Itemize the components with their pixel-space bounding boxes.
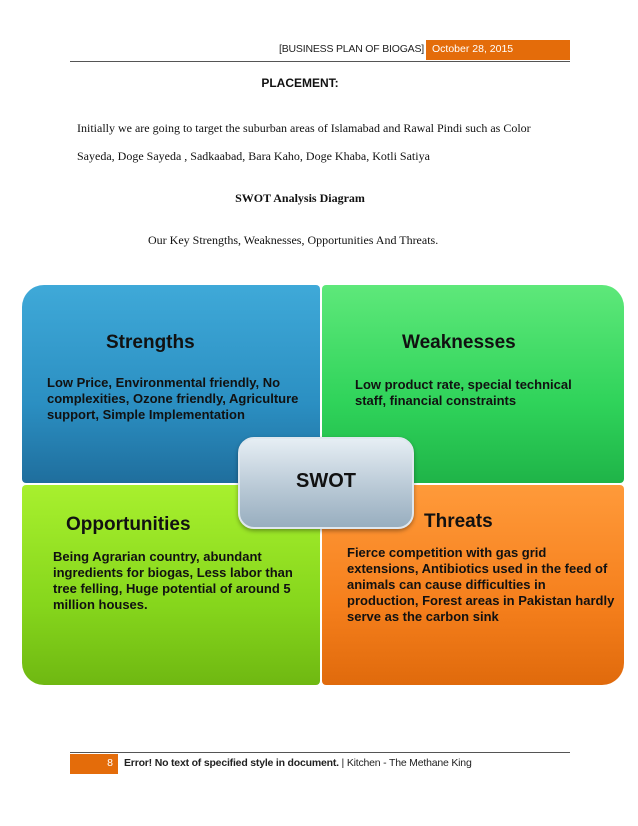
- footer-text: [124, 757, 472, 769]
- section-heading: PLACEMENT:: [261, 76, 339, 90]
- opportunities-title: Opportunities: [66, 514, 191, 535]
- body-paragraph-line-2: Sayeda, Doge Sayeda , Sadkaabad, Bara Kaho, Doge Khaba, Kotli Satiya: [77, 149, 430, 163]
- page-header: [70, 40, 570, 62]
- diagram-caption: Our Key Strengths, Weaknesses, Opportunities And Threats.: [148, 233, 439, 247]
- header-divider: [70, 61, 570, 62]
- strengths-text: Low Price, Environmental friendly, No complexities, Ozone friendly, Agriculture support, Simple Implementation: [47, 375, 299, 422]
- header-date: October 28, 2015: [426, 40, 570, 60]
- footer-error-text: Error! No text of specified style in document.: [124, 757, 339, 769]
- opportunities-text: Being Agrarian country, abundant ingredients for biogas, Less labor than tree felling, Huge potential of around 5 million houses.: [53, 549, 293, 612]
- footer-divider: [70, 752, 570, 753]
- footer-separator: |: [338, 757, 347, 769]
- diagram-title: SWOT Analysis Diagram: [235, 191, 365, 205]
- swot-diagram: [22, 285, 624, 685]
- threats-title: Threats: [424, 511, 493, 532]
- document-title: [BUSINESS PLAN OF BIOGAS]: [279, 43, 424, 55]
- swot-center-box: [238, 437, 414, 529]
- strengths-title: Strengths: [106, 332, 195, 353]
- threats-text: Fierce competition with gas grid extensions, Antibiotics used in the feed of animals can cause difficulties in production, Forest areas in Pakistan hardly serve as the carbon sink: [347, 545, 615, 624]
- body-paragraph-line-1: Initially we are going to target the suburban areas of Islamabad and Rawal Pindi such as Color: [77, 121, 531, 135]
- page-number: 8: [70, 754, 118, 774]
- footer-doc-title: Kitchen - The Methane King: [346, 757, 472, 769]
- swot-center-label: SWOT: [296, 470, 356, 492]
- weaknesses-text: Low product rate, special technical staff, financial constraints: [355, 377, 572, 408]
- weaknesses-title: Weaknesses: [402, 332, 516, 353]
